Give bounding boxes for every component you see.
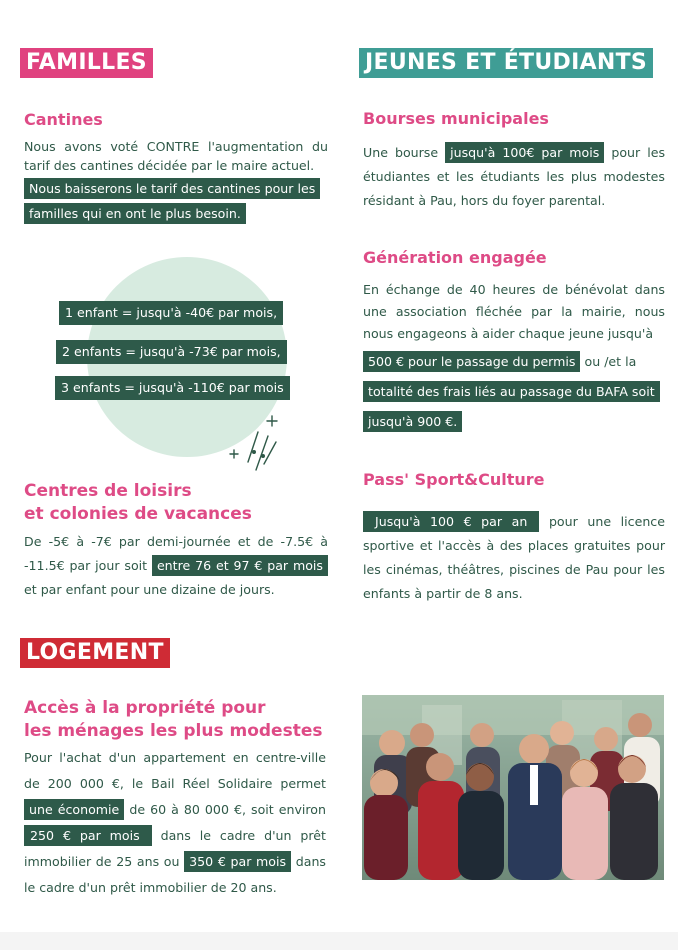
propriete-text-c: dans le cadre d'un prêt immobilier de 25 ans ou: [24, 828, 326, 869]
generation-highlights: [363, 347, 665, 437]
pass-title: Pass' Sport&Culture: [363, 470, 545, 489]
section-title-familles: FAMILLES: [20, 48, 153, 78]
propriete-title-line2: les ménages les plus modestes: [24, 721, 323, 741]
propriete-title: [24, 697, 322, 743]
badge-3-enfants: 3 enfants = jusqu'à -110€ par mois: [55, 376, 290, 400]
bourses-text-a: Une bourse: [363, 145, 439, 160]
cantines-title: Cantines: [24, 110, 103, 129]
pass-text-body: pour une licence sportive et l'accès à des places gratuites pour les cinémas, théâtres, piscines de Pau pour les enfants à partir de 8 ans.: [363, 514, 665, 601]
team-photo: [362, 695, 664, 880]
badge-1-enfant: 1 enfant = jusqu'à -40€ par mois,: [59, 301, 283, 325]
sparkle-icon: [228, 412, 284, 474]
propriete-text-b: de 60 à 80 000 €, soit environ: [129, 802, 326, 817]
propriete-highlight-350: 350 € par mois: [184, 851, 291, 872]
pass-highlight: Jusqu'à 100 € par an: [363, 511, 539, 532]
cantines-highlight: Nous baisserons le tarif des cantines pour les familles qui en ont le plus besoin.: [24, 178, 320, 224]
propriete-title-line1: Accès à la propriété pour: [24, 698, 266, 718]
cantines-text-1: Nous avons voté CONTRE l'augmentation du tarif des cantines décidée par le maire actuel.: [24, 139, 328, 173]
propriete-highlight-250: 250 € par mois: [24, 825, 152, 846]
propriete-text: [24, 745, 326, 901]
footer-bar: [0, 932, 678, 950]
section-title-logement: LOGEMENT: [20, 638, 170, 668]
propriete-text-a: Pour l'achat d'un appartement en centre-ville de 200 000 €, le Bail Réel Solidaire permet: [24, 750, 326, 791]
cantines-text-2: [24, 176, 328, 226]
bourses-text: [363, 141, 665, 213]
bourses-text-b: pour les étudiantes et les étudiants les plus modestes résidant à Pau, hors du foyer parental.: [363, 145, 666, 208]
loisirs-text-b: et par enfant pour une dizaine de jours.: [24, 582, 275, 597]
loisirs-title-line1: Centres de loisirs: [24, 481, 192, 501]
badge-2-enfants: 2 enfants = jusqu'à -73€ par mois,: [56, 340, 287, 364]
section-title-jeunes: JEUNES ET ÉTUDIANTS: [359, 48, 653, 78]
loisirs-text-a: De -5€ à -7€ par demi-journée et de -7.5€ à -11.5€ par jour soit: [24, 534, 328, 573]
generation-text-b: ou /et la: [584, 354, 637, 369]
loisirs-title: [24, 480, 252, 526]
propriete-text-d: dans le cadre d'un prêt immobilier de 20 ans.: [24, 854, 326, 895]
pass-text: [363, 510, 665, 606]
loisirs-title-line2: et colonies de vacances: [24, 504, 252, 524]
generation-highlight-bafa: totalité des frais liés au passage du BAFA soit jusqu'à 900 €.: [363, 381, 660, 432]
generation-text: [363, 279, 665, 345]
loisirs-text: [24, 530, 328, 602]
generation-title: Génération engagée: [363, 248, 547, 267]
bourses-highlight: jusqu'à 100€ par mois: [445, 142, 604, 163]
propriete-highlight-economie: une économie: [24, 799, 124, 820]
bourses-title: Bourses municipales: [363, 109, 549, 128]
generation-text-a: En échange de 40 heures de bénévolat dans une association fléchée par la mairie, nous nous engageons à aider chaque jeune jusqu'à: [363, 282, 665, 341]
generation-highlight-permis: 500 € pour le passage du permis: [363, 351, 580, 372]
loisirs-highlight: entre 76 et 97 € par mois: [152, 555, 328, 576]
